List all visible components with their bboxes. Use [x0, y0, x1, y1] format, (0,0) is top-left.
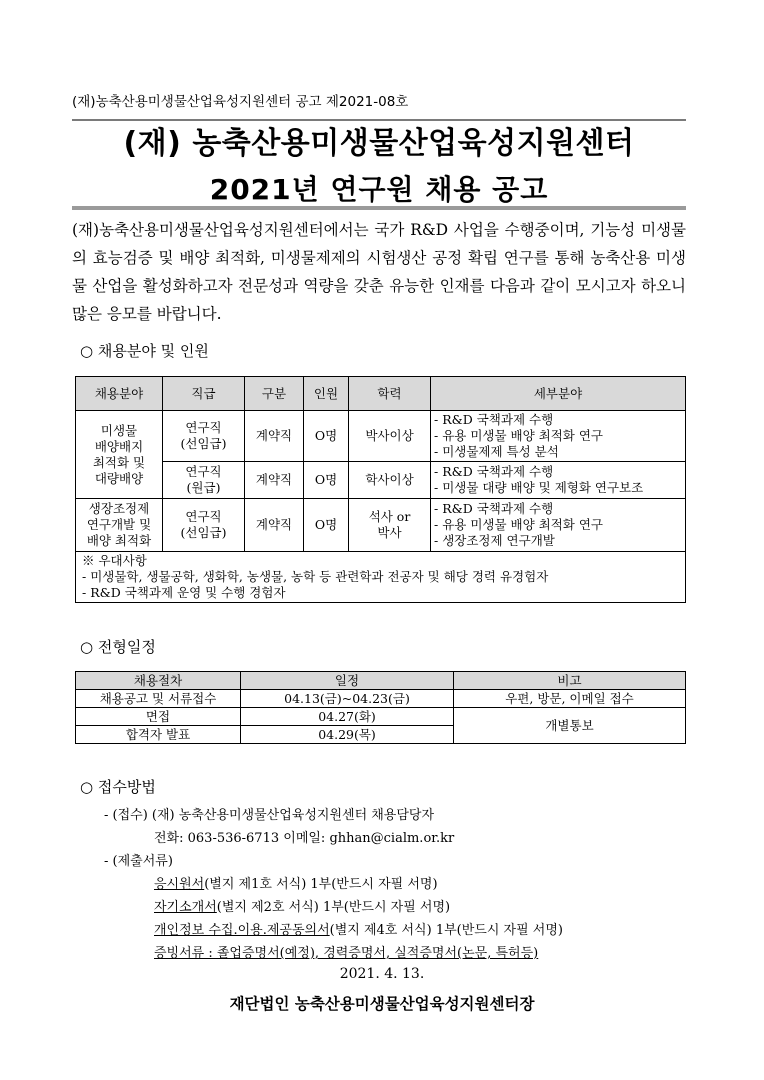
schedule-date: 04.27(화)	[241, 708, 454, 726]
schedule-note: 개별통보	[454, 708, 686, 744]
document-name: 증빙서류 : 졸업증명서(예정), 경력증명서, 실적증명서(논문, 특허등)	[154, 946, 539, 961]
recruit-field: 미생물 배양배지 최적화 및 대량배양	[76, 411, 163, 499]
table-header: 세부분야	[431, 377, 686, 411]
schedule-note: 우편, 방문, 이메일 접수	[454, 690, 686, 708]
table-header: 일정	[241, 672, 454, 690]
intro-paragraph: (재)농축산용미생물산업육성지원센터에서는 국가 R&D 사업을 수행중이며, 기능성 미생물의 효능검증 및 배양 최적화, 미생물제제의 시험생산 공정 확립 연구를 통해 농축산용 미생물 산업을 활성화하고자 전문성과 역량을 갖춘 유능한 인재를 다음과 같이 모시고자 하오니 많은 응모를 바랍니다.	[72, 221, 686, 323]
table-header: 직급	[163, 377, 245, 411]
table-header: 인원	[304, 377, 349, 411]
recruit-type: 계약직	[245, 411, 304, 462]
recruit-type: 계약직	[245, 499, 304, 552]
table-header: 채용절차	[76, 672, 241, 690]
preference-note: ※ 우대사항 - 미생물학, 생물공학, 생화학, 농생물, 농학 등 관련학과 전공자 및 해당 경력 유경험자 - R&D 국책과제 운영 및 수행 경험자	[76, 552, 686, 603]
recruit-type: 계약직	[245, 462, 304, 499]
document-name: 자기소개서	[154, 900, 217, 915]
document-item	[154, 873, 438, 892]
recruit-edu: 학사이상	[349, 462, 431, 499]
schedule-date: 04.13(금)~04.23(금)	[241, 690, 454, 708]
schedule-step: 면접	[76, 708, 241, 726]
recruit-detail: - R&D 국책과제 수행 - 유용 미생물 배양 최적화 연구 - 생장조정제 연구개발	[431, 499, 686, 552]
recruit-rank: 연구직 (선임급)	[163, 499, 245, 552]
recruit-rank: 연구직 (선임급)	[163, 411, 245, 462]
recruit-edu: 박사이상	[349, 411, 431, 462]
document-item	[154, 919, 563, 938]
recruit-field: 생장조정제 연구개발 및 배양 최적화	[76, 499, 163, 552]
section-schedule-title: ○ 전형일정	[80, 638, 156, 656]
page-title: 2021년 연구원 채용 공고	[209, 173, 549, 206]
table-header: 채용분야	[76, 377, 163, 411]
recruit-detail: - R&D 국책과제 수행 - 유용 미생물 배양 최적화 연구 - 미생물제제 특성 분석	[431, 411, 686, 462]
document-detail: (별지 제4호 서식) 1부(반드시 자필 서명)	[329, 923, 563, 938]
schedule-date: 04.29(목)	[241, 726, 454, 744]
org-title: (재) 농축산용미생물산업육성지원센터	[123, 126, 635, 161]
schedule-table	[75, 671, 686, 744]
section-recruit-title: ○ 채용분야 및 인원	[80, 342, 209, 360]
table-row	[76, 552, 686, 603]
table-row	[76, 708, 686, 726]
recruit-count: O명	[304, 411, 349, 462]
reception-contact: - (접수) (재) 농축산용미생물산업육성지원센터 채용담당자	[104, 808, 435, 823]
document-name: 응시원서	[154, 877, 205, 892]
table-header-row	[76, 672, 686, 690]
table-row	[76, 499, 686, 552]
schedule-step: 채용공고 및 서류접수	[76, 690, 241, 708]
table-header: 구분	[245, 377, 304, 411]
table-header: 비고	[454, 672, 686, 690]
documents-heading: - (제출서류)	[104, 854, 173, 869]
schedule-step: 합격자 발표	[76, 726, 241, 744]
recruit-count: O명	[304, 462, 349, 499]
recruit-count: O명	[304, 499, 349, 552]
document-detail: (별지 제2호 서식) 1부(반드시 자필 서명)	[216, 900, 451, 915]
notice-date: 2021. 4. 13.	[339, 966, 425, 982]
title-bottom-rule	[72, 206, 686, 210]
document-item	[154, 896, 450, 915]
recruit-table	[75, 376, 686, 603]
recruit-rank: 연구직 (원급)	[163, 462, 245, 499]
table-header: 학력	[349, 377, 431, 411]
table-row	[76, 462, 686, 499]
recruit-edu: 석사 or 박사	[349, 499, 431, 552]
reception-phone-email: 전화: 063-536-6713 이메일: ghhan@cialm.or.kr	[154, 831, 455, 846]
issuer-signature: 재단법인 농축산용미생물산업육성지원센터장	[229, 994, 535, 1013]
document-detail: (별지 제1호 서식) 1부(반드시 자필 서명)	[204, 877, 438, 892]
document-item	[154, 942, 538, 961]
document-name: 개인정보 수집.이용.제공동의서	[154, 923, 330, 938]
section-reception-title: ○ 접수방법	[80, 778, 156, 796]
notice-number: (재)농축산용미생물산업육성지원센터 공고 제2021-08호	[72, 94, 409, 110]
table-row	[76, 411, 686, 462]
recruit-detail: - R&D 국책과제 수행 - 미생물 대량 배양 및 제형화 연구보조	[431, 462, 686, 499]
table-header-row	[76, 377, 686, 411]
table-row	[76, 690, 686, 708]
